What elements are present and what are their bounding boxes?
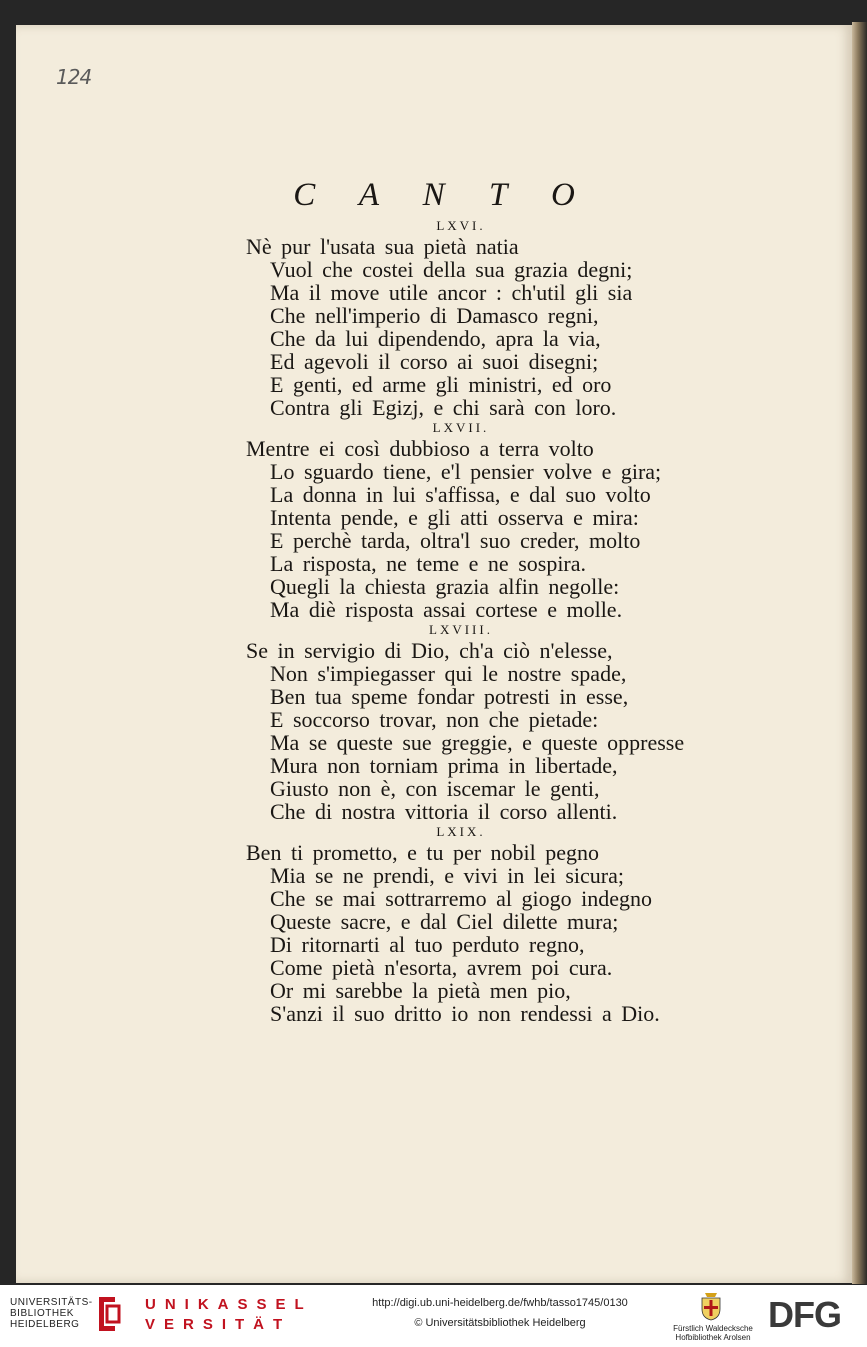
verse-line: Intenta pende, e gli atti osserva e mira: <box>270 505 639 530</box>
verse-line: Se in servigio di Dio, ch'a ciò n'elesse, <box>246 638 613 663</box>
verse-line: Che da lui dipendendo, apra la via, <box>270 326 601 351</box>
verse-line: Giusto non è, con iscemar le genti, <box>270 776 600 801</box>
verse-line: La risposta, ne teme e ne sospira. <box>270 551 587 576</box>
verse-line: Or mi sarebbe la pietà men pio, <box>270 978 571 1003</box>
verse-line: Nè pur l'usata sua pietà natia <box>246 234 519 259</box>
verse-line: Contra gli Egizj, e chi sarà con loro. <box>270 395 617 420</box>
verse-line: E perchè tarda, oltra'l suo creder, molto <box>270 528 641 553</box>
copyright-notice: © Universitätsbibliothek Heidelberg <box>414 1317 586 1329</box>
heidelberg-logo-icon <box>95 1293 123 1335</box>
verse-line: S'anzi il suo dritto io non rendessi a Dio. <box>270 1001 660 1026</box>
book-page <box>16 25 852 1283</box>
arolsen-library-name: Fürstlich Waldecksche Hofbibliothek Arolsen <box>673 1324 753 1342</box>
poem-body <box>246 217 806 1025</box>
verse-line: Ma diè risposta assai cortese e molle. <box>270 597 623 622</box>
stanza-numeral: LXVII. <box>432 420 490 435</box>
verse-line: Lo sguardo tiene, e'l pensier volve e gira; <box>270 459 662 484</box>
digitization-footer <box>0 1285 867 1347</box>
verse-line: E genti, ed arme gli ministri, ed oro <box>270 372 612 397</box>
verse-line: Come pietà n'esorta, avrem poi cura. <box>270 955 613 980</box>
verse-line: Quegli la chiesta grazia alfin negolle: <box>270 574 620 599</box>
waldeck-crest-icon <box>700 1291 722 1321</box>
heidelberg-library-name: UNIVERSITÄTS- BIBLIOTHEK HEIDELBERG <box>10 1297 93 1330</box>
verse-line: Di ritornarti al tuo perduto regno, <box>270 932 585 957</box>
stanza-numeral: LXVIII. <box>429 622 493 637</box>
verse-line: Ben ti prometto, e tu per nobil pegno <box>246 840 600 865</box>
dfg-logo: DFG <box>768 1294 841 1335</box>
page-number: 124 <box>56 65 92 89</box>
verse-line: Vuol che costei della sua grazia degni; <box>270 257 633 282</box>
stanza-numeral: LXIX. <box>436 824 486 839</box>
verse-line: Ben tua speme fondar potresti in esse, <box>270 684 629 709</box>
kassel-line-2: VERSITÄT <box>145 1316 292 1333</box>
verse-line: Non s'impiegasser qui le nostre spade, <box>270 661 627 686</box>
kassel-line-1: UNIKASSEL <box>145 1296 313 1313</box>
canto-title: C A N T O <box>293 177 593 213</box>
verse-line: Che di nostra vittoria il corso allenti. <box>270 799 618 824</box>
verse-line: Ma il move utile ancor : ch'util gli sia <box>270 280 633 305</box>
source-url[interactable]: http://digi.ub.uni-heidelberg.de/fwhb/tasso1745/0130 <box>372 1297 628 1309</box>
verse-line: E soccorso trovar, non che pietade: <box>270 707 599 732</box>
verse-line: La donna in lui s'affissa, e dal suo volto <box>270 482 651 507</box>
verse-line: Mentre ei così dubbioso a terra volto <box>246 436 594 461</box>
verse-line: Che se mai sottrarremo al giogo indegno <box>270 886 653 911</box>
verse-line: Queste sacre, e dal Ciel dilette mura; <box>270 909 619 934</box>
stanza-numeral: LXVI. <box>436 218 486 233</box>
verse-line: Mia se ne prendi, e vivi in lei sicura; <box>270 863 624 888</box>
verse-line: Ed agevoli il corso ai suoi disegni; <box>270 349 599 374</box>
verse-line: Ma se queste sue greggie, e queste oppresse <box>270 730 685 755</box>
verse-line: Che nell'imperio di Damasco regni, <box>270 303 599 328</box>
verse-line: Mura non torniam prima in libertade, <box>270 753 618 778</box>
kassel-logo <box>145 1295 313 1335</box>
